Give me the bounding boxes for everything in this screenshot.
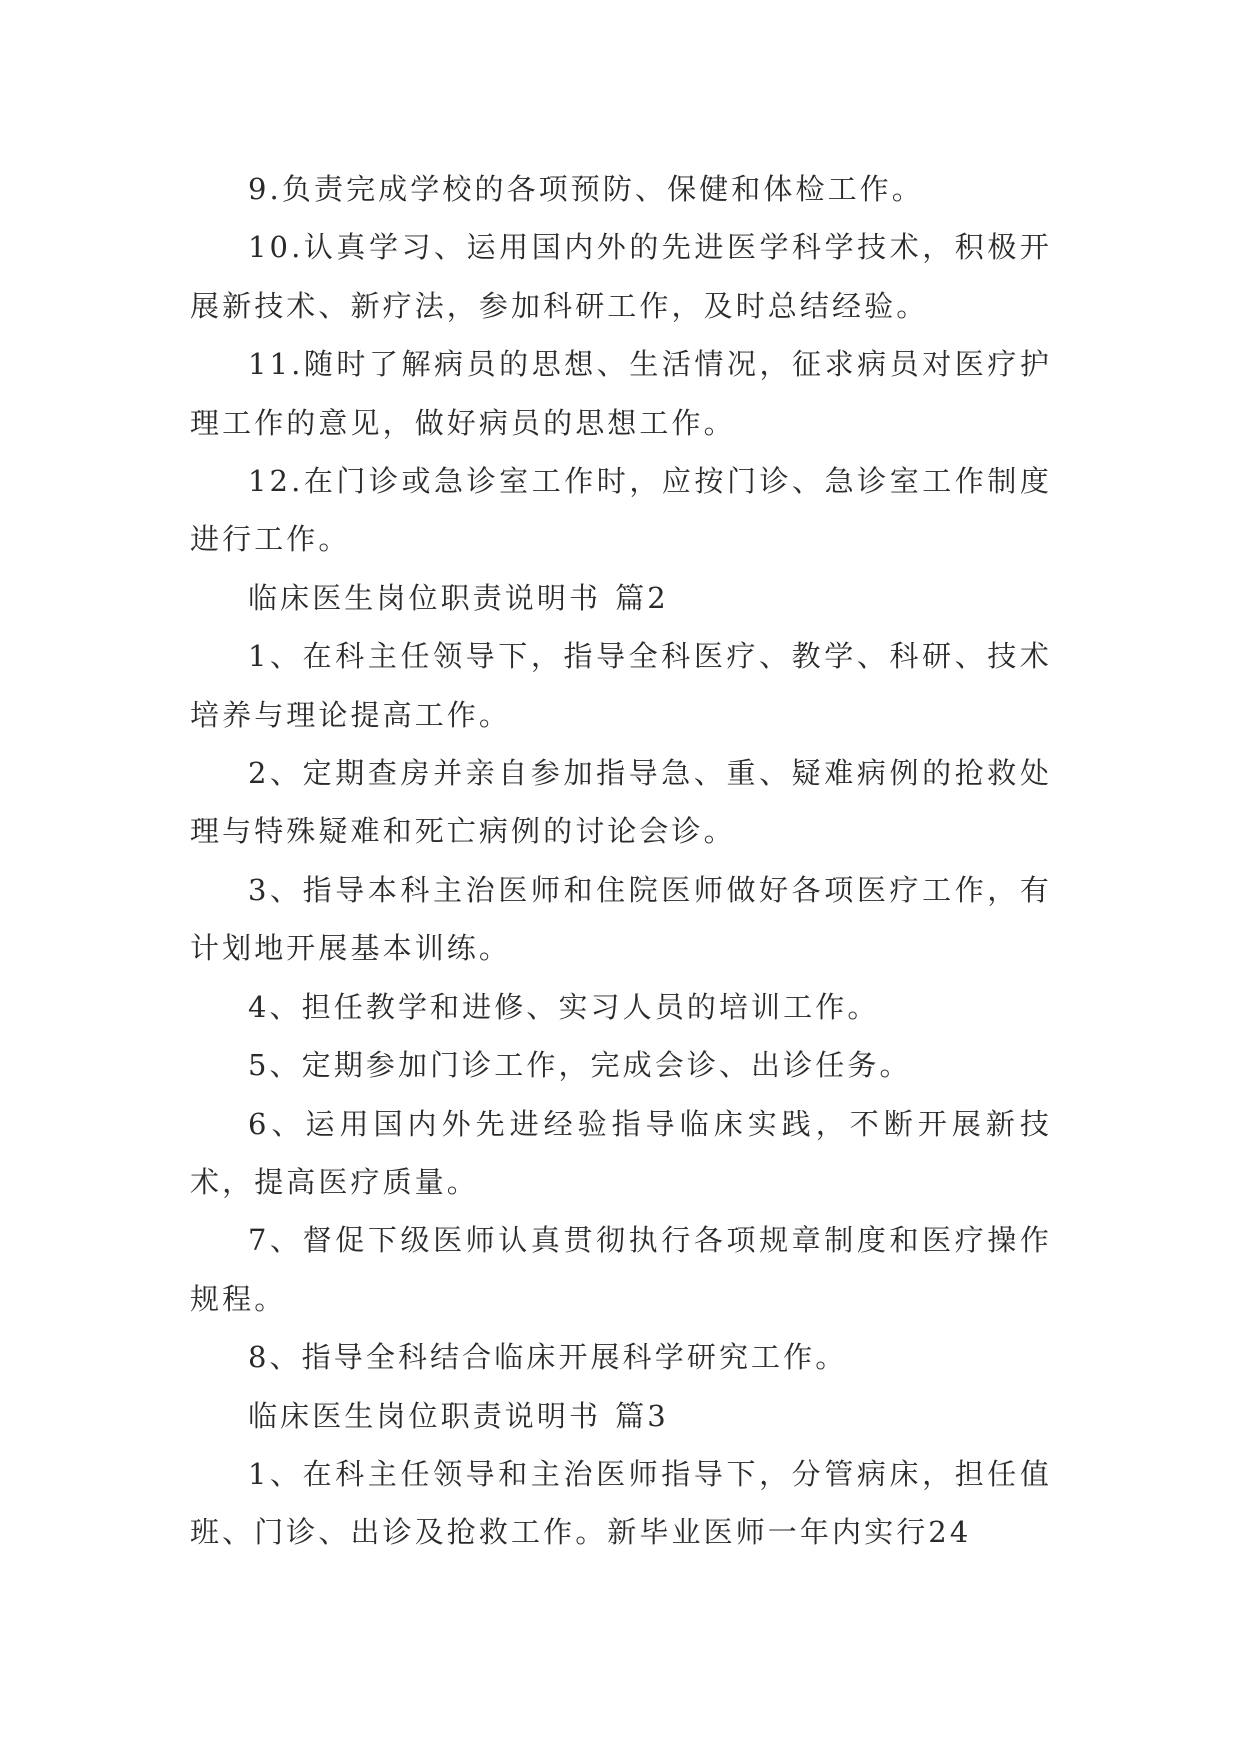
list-item: 5、定期参加门诊工作，完成会诊、出诊任务。 [248,1048,912,1083]
section-heading-2 [190,569,1052,627]
document-body [190,160,1052,1562]
list-item: 6、运用国内外先进经验指导临床实践，不断开展新技术，提高医疗质量。 [190,1106,1052,1199]
section-heading-part: 篇3 [615,1398,669,1433]
section-heading-title: 临床医生岗位职责说明书 [248,580,602,615]
list-item: 7、督促下级医师认真贯彻执行各项规章制度和医疗操作规程。 [190,1223,1052,1316]
list-item: 3、指导本科主治医师和住院医师做好各项医疗工作，有计划地开展基本训练。 [190,872,1052,966]
section-heading-title: 临床医生岗位职责说明书 [248,1398,602,1433]
list-item: 1、在科主任领导下，指导全科医疗、教学、科研、技术培养与理论提高工作。 [190,639,1052,732]
list-item: 4、担任教学和进修、实习人员的培训工作。 [248,989,880,1024]
list-item: 1、在科主任领导和主治医师指导下，分管病床，担任值班、门诊、出诊及抢救工作。新毕业医师一年内实行24 [190,1456,1052,1550]
list-item: 8、指导全科结合临床开展科学研究工作。 [248,1340,848,1375]
section-heading-part: 篇2 [615,580,669,615]
list-item: 10.认真学习、运用国内外的先进医学科学技术，积极开展新技术、新疗法，参加科研工作，及时总结经验。 [190,230,1052,323]
list-item: 11.随时了解病员的思想、生活情况，征求病员对医疗护理工作的意见，做好病员的思想工作。 [190,347,1052,440]
list-item: 12.在门诊或急诊室工作时，应按门诊、急诊室工作制度进行工作。 [190,464,1052,557]
list-item: 2、定期查房并亲自参加指导急、重、疑难病例的抢救处理与特殊疑难和死亡病例的讨论会诊。 [190,756,1052,849]
section-heading-3 [190,1387,1052,1445]
list-item: 9.负责完成学校的各项预防、保健和体检工作。 [248,172,924,206]
